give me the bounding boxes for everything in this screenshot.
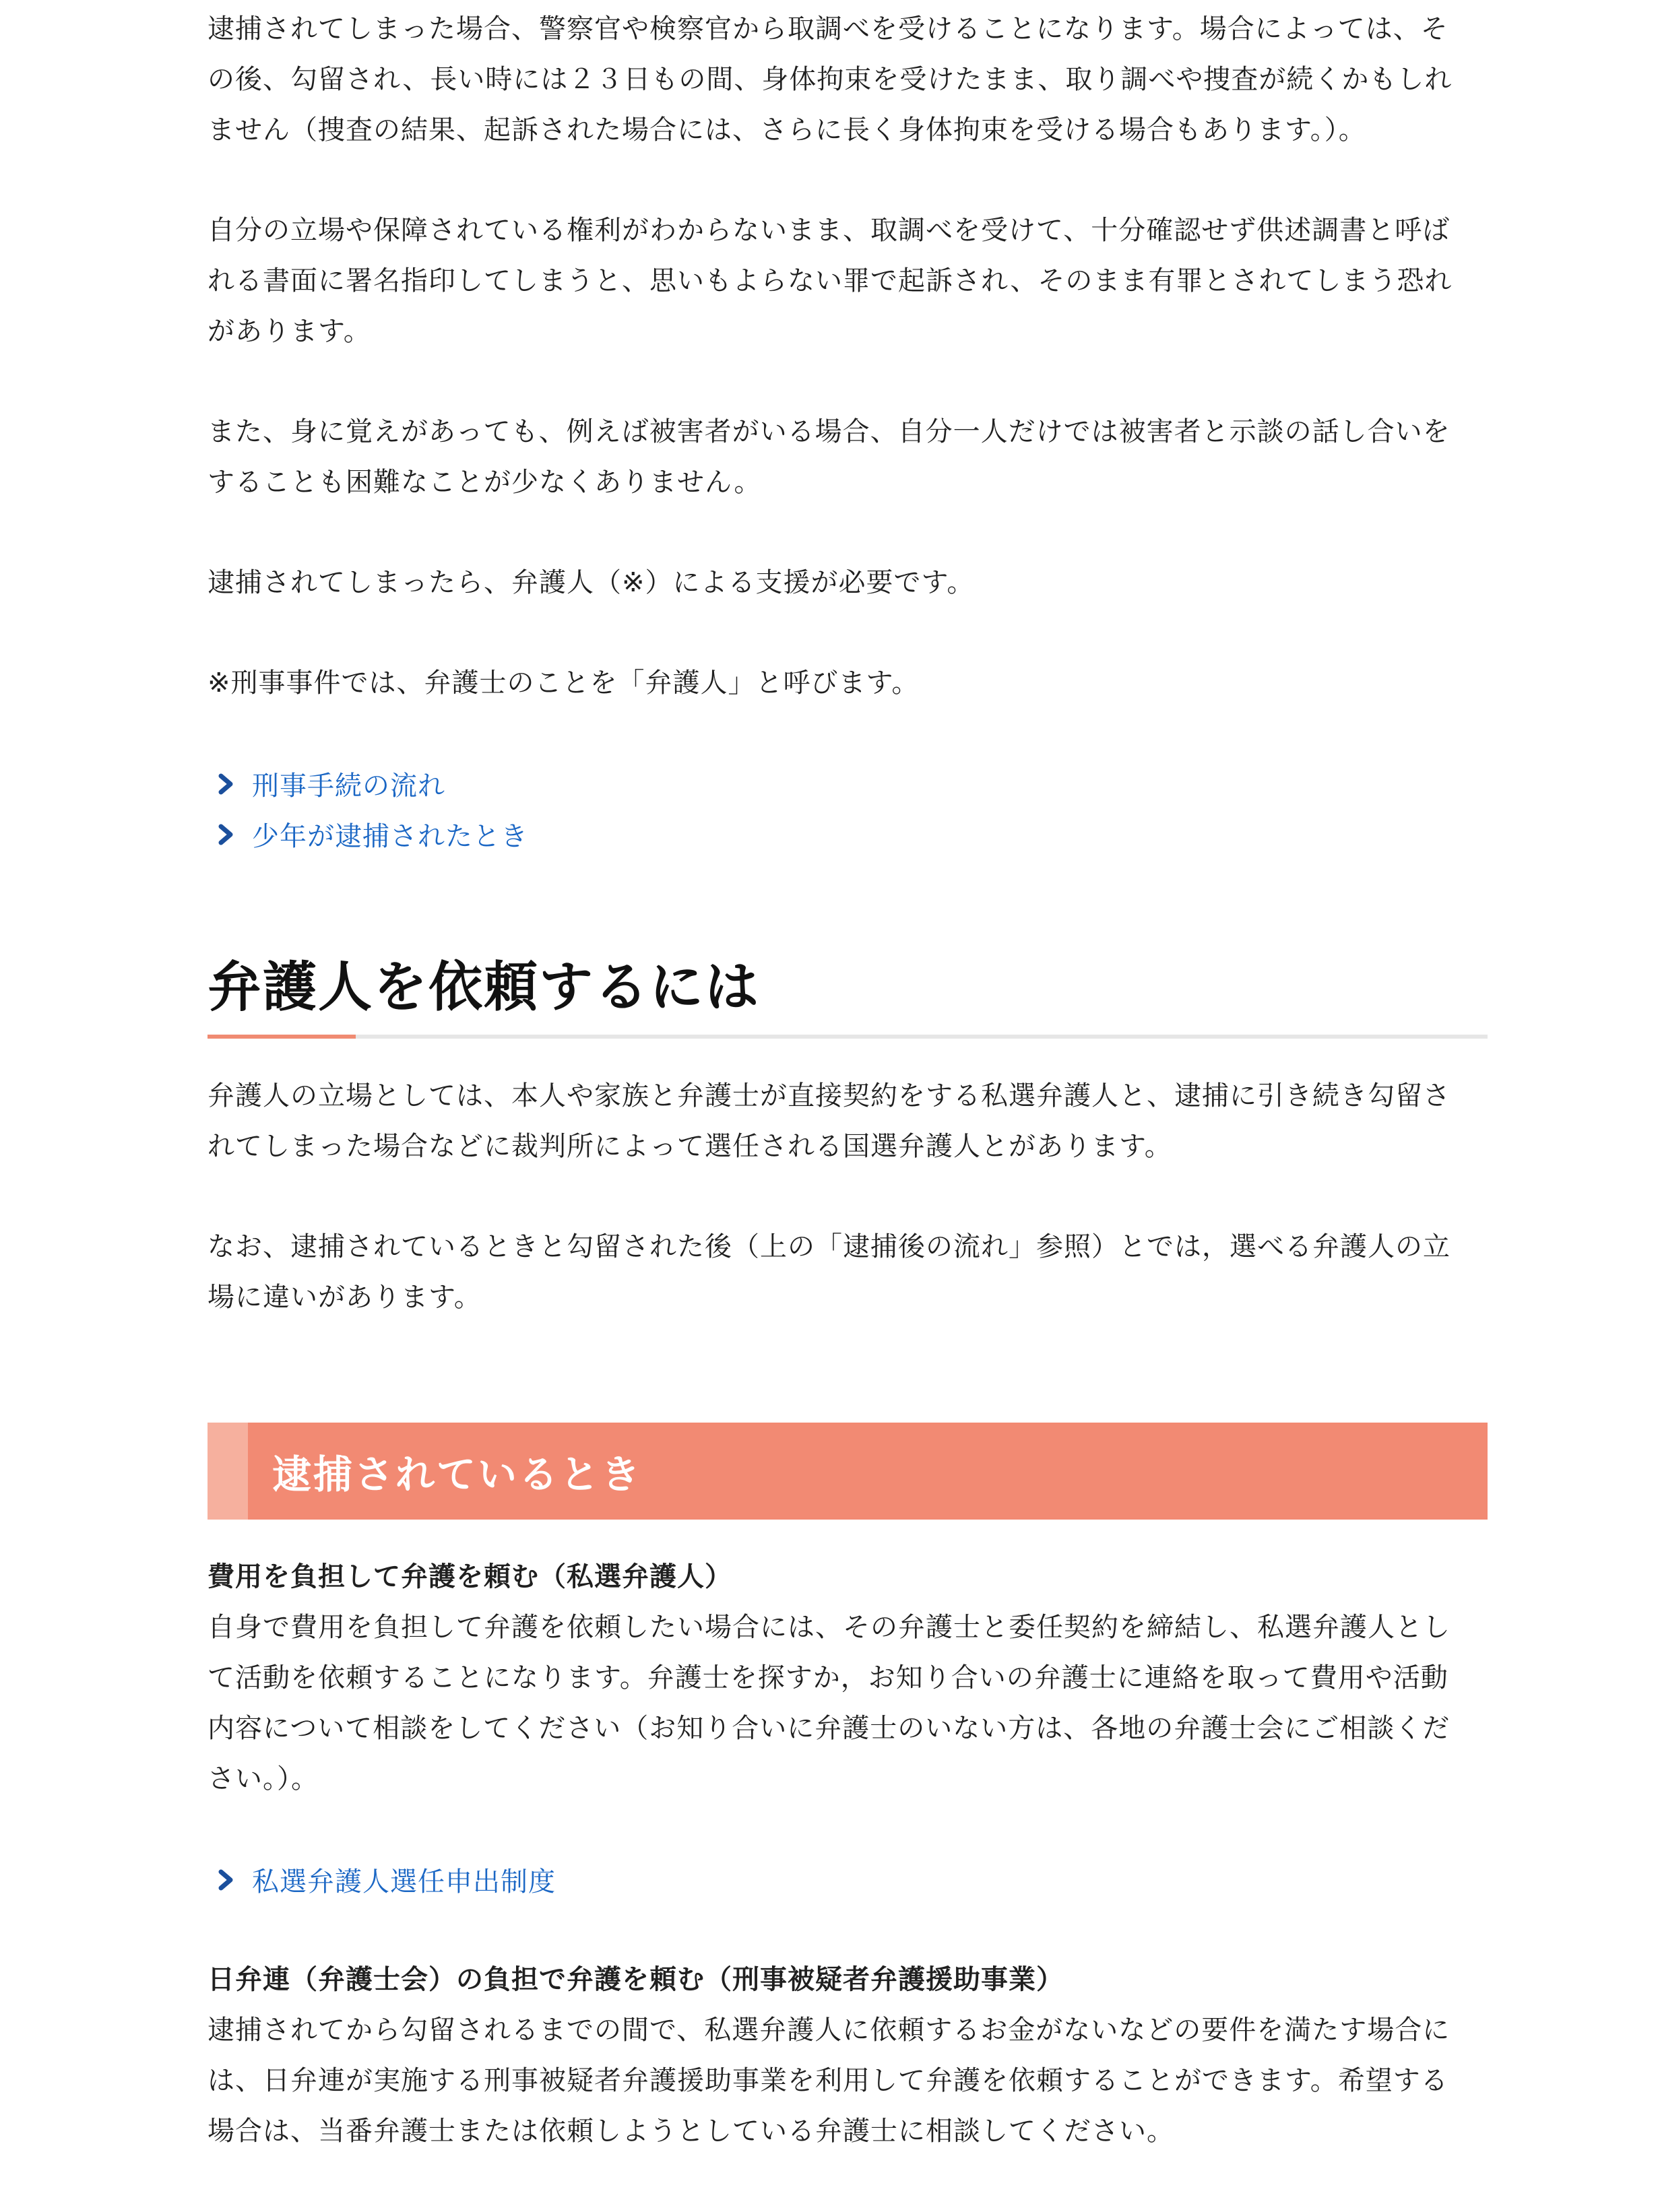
text-line: 逮捕されてしまった場合、警察官や検察官から取調べを受けることになります。場合によっては、そ: [208, 13, 1448, 44]
text-line: の後、勾留され、長い時には２３日もの間、身体拘束を受けたまま、取り調べや捜査が続くかもしれ: [208, 64, 1453, 95]
subsection-heading: 逮捕されているとき: [272, 1452, 643, 1497]
text-line: 弁護人の立場としては、本人や家族と弁護士が直接契約をする私選弁護人と、逮捕に引き続き勾留さ: [208, 1080, 1450, 1111]
private-counsel-text: [208, 1602, 1488, 1804]
text-line: なお、逮捕されているときと勾留された後（上の「逮捕後の流れ」参照）とでは，選べる弁護人の立: [208, 1231, 1450, 1262]
text-line: れる書面に署名指印してしまうと、思いもよらない罪で起訴され、そのまま有罪とされてしまう恐れ: [208, 265, 1453, 296]
text-line: 自身で費用を負担して弁護を依頼したい場合には、その弁護士と委任契約を締結し、私選弁護人とし: [208, 1612, 1450, 1643]
link-label[interactable]: 少年が逮捕されたとき: [252, 821, 528, 852]
link-private-counsel-appointment[interactable]: [208, 1854, 1488, 1905]
related-links: [208, 758, 1488, 859]
text-line: 自分の立場や保障されている権利がわからないまま、取調べを受けて、十分確認せず供述調書と呼ば: [208, 215, 1450, 246]
chevron-right-icon: [216, 771, 238, 798]
text-line: また、身に覚えがあっても、例えば被害者がいる場合、自分一人だけでは被害者と示談の話し合いを: [208, 416, 1450, 447]
intro-paragraph-2: [208, 205, 1488, 357]
section-paragraph-2: [208, 1222, 1488, 1323]
text-line: は、日弁連が実施する刑事被疑者弁護援助事業を利用して弁護を依頼することができます。希望する: [208, 2065, 1448, 2096]
section-paragraph-1: [208, 1071, 1488, 1172]
text-line: 場に違いがあります。: [208, 1282, 482, 1313]
chevron-right-icon: [216, 821, 238, 848]
link-criminal-procedure-flow[interactable]: [208, 758, 1488, 809]
legal-aid-text: [208, 2005, 1488, 2157]
text-line: 場合は、当番弁護士または依頼しようとしている弁護士に相談してください。: [208, 2116, 1174, 2147]
link-label[interactable]: 刑事手続の流れ: [252, 771, 445, 802]
link-juvenile-arrest[interactable]: [208, 809, 1488, 859]
text-line: て活動を依頼することになります。弁護士を探すか，お知り合いの弁護士に連絡を取って費用や活動: [208, 1662, 1448, 1693]
intro-paragraph-3: [208, 407, 1488, 508]
text-line: することも困難なことが少なくありません。: [208, 467, 762, 498]
heading-underline: [208, 1035, 1488, 1039]
chevron-right-icon: [216, 1866, 238, 1893]
text-line: があります。: [208, 316, 371, 347]
text-line: さい。）。: [208, 1763, 319, 1794]
text-line: 内容について相談をしてください（お知り合いに弁護士のいない方は、各地の弁護士会にご相談くだ: [208, 1713, 1450, 1744]
intro-paragraph-1: [208, 4, 1488, 156]
subsection-heading-bar: [208, 1423, 1488, 1520]
private-counsel-links: [208, 1854, 1488, 1905]
main-content: [208, 0, 1488, 2157]
heading-underline-accent: [208, 1035, 356, 1039]
intro-paragraph-4: 逮捕されてしまったら、弁護人（※）による支援が必要です。: [208, 567, 975, 598]
legal-aid-heading: 日弁連（弁護士会）の負担で弁護を頼む（刑事被疑者弁護援助事業）: [208, 1964, 1064, 1995]
text-line: 逮捕されてから勾留されるまでの間で、私選弁護人に依頼するお金がないなどの要件を満たす場合に: [208, 2015, 1450, 2046]
section-heading: 弁護人を依頼するには: [208, 956, 760, 1018]
text-line: れてしまった場合などに裁判所によって選任される国選弁護人とがあります。: [208, 1131, 1172, 1162]
link-label[interactable]: 私選弁護人選任申出制度: [252, 1866, 556, 1897]
private-counsel-heading: 費用を負担して弁護を頼む（私選弁護人）: [208, 1561, 732, 1592]
text-line: ません（捜査の結果、起訴された場合には、さらに長く身体拘束を受ける場合もあります。）。: [208, 115, 1366, 145]
heading-bar-stripe: [208, 1423, 248, 1520]
intro-note: ※刑事事件では、弁護士のことを「弁護人」と呼びます。: [208, 668, 920, 698]
